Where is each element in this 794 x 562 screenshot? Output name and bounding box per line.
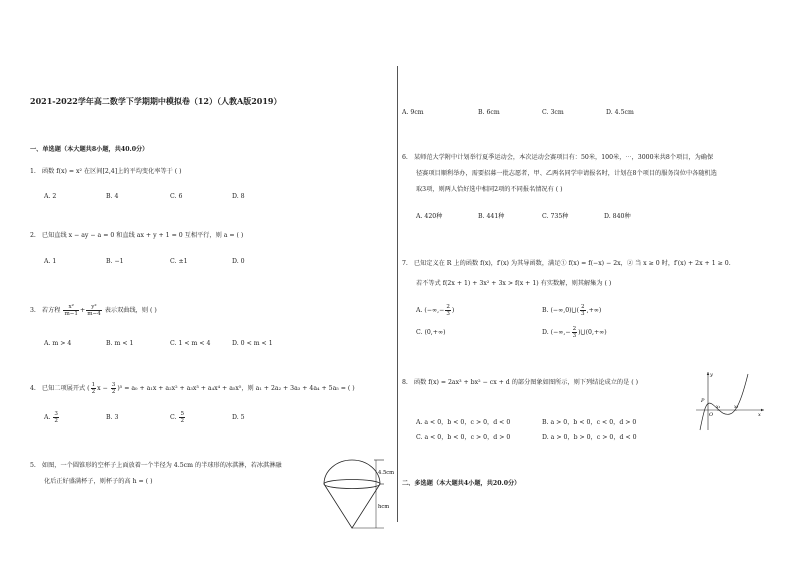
fraction [86, 304, 102, 317]
question-6 [402, 153, 713, 162]
question-text: 函数 f(x) = x² 在区间[2,4]上的平均变化率等于 ( ) [41, 168, 182, 175]
fraction [53, 411, 59, 424]
option-text: B. (−∞,0)⋃( [542, 307, 580, 314]
option-a[interactable]: A. a < 0，b < 0，c > 0，d < 0 [416, 419, 511, 426]
question-text-post: )⁵ = a₀ + a₁x + a₂x² + a₃x³ + a₄x⁴ + a₅x⁵，则 a₁ + 2a₂ + 3a₃ + 4a₄ + 5a₅ = ( ) [117, 385, 355, 392]
denominator: 3 [572, 333, 577, 339]
option-b[interactable]: B. m < 1 [106, 340, 134, 347]
option-d[interactable]: D. 0 [232, 258, 245, 265]
option-text: ,+∞) [586, 307, 602, 314]
question-number: 8. [402, 379, 408, 386]
option-d[interactable]: D. 5 [232, 414, 245, 421]
option-d[interactable]: D. 840种 [604, 213, 631, 220]
option-a[interactable]: A. 9cm [402, 109, 424, 116]
option-a[interactable]: A. m > 4 [44, 340, 72, 347]
option-b[interactable] [542, 304, 601, 317]
question-text-pre: 已知二项展开式 ( [41, 385, 90, 392]
numerator: 3 [54, 411, 58, 417]
question-7-line2: 若不等式 f(2x + 1) + 3x² + 3x > f(x + 1) 有实数解，则其解集为 ( ) [416, 280, 612, 287]
question-text-mid: x − [97, 385, 110, 392]
fraction [91, 382, 97, 395]
option-c[interactable]: C. (0,+∞) [416, 329, 446, 336]
question-text-post: 表示双曲线，则 ( ) [104, 307, 157, 314]
option-text: ) [451, 307, 455, 314]
question-number: 2. [30, 232, 36, 239]
option-d[interactable]: D. 0 < m < 1 [232, 340, 273, 347]
fraction [572, 326, 578, 339]
question-4 [30, 382, 355, 395]
denominator: 2 [111, 389, 116, 395]
question-number: 4. [30, 385, 36, 392]
point-p-label: P [701, 398, 705, 404]
question-text-line1: 某师范大学附中计划举行夏季运动会，本次运动会赛项目有：50米，100米，⋯，3000米共8个项目，为确保 [413, 154, 714, 161]
question-7 [402, 259, 731, 268]
numerator: 2 [581, 304, 585, 310]
cubic-graph-figure [694, 370, 766, 432]
option-d[interactable]: D. 4.5cm [606, 109, 634, 116]
question-number: 6. [402, 154, 408, 161]
y-axis-label: y [710, 372, 713, 378]
numerator: y² [86, 304, 102, 311]
cone-icecream-figure [318, 452, 398, 532]
numerator: 2 [446, 304, 450, 310]
option-b[interactable]: B. 441种 [478, 213, 505, 220]
option-b[interactable]: B. a > 0，b < 0，c < 0，d > 0 [542, 419, 637, 426]
denominator: 3 [446, 311, 450, 317]
option-a[interactable]: A. 2 [44, 193, 57, 200]
numerator: 1 [91, 382, 96, 388]
option-b[interactable]: B. −1 [106, 258, 124, 265]
hemisphere-base [324, 480, 380, 489]
origin-label: O [709, 412, 714, 418]
question-number: 5. [30, 462, 36, 469]
section-multiple-choice: 二、多选题（本大题共4小题，共20.0分） [402, 480, 521, 487]
question-6-line3: 取3项，则两人恰好选中相同2项的不同报名情况有 ( ) [416, 186, 563, 193]
radius-label: 4.5cm [378, 470, 395, 476]
question-6-line2: 径赛项目顺利举办，需要招募一批志愿者，甲、乙两名同学申请报名时，计划在8个项目的服务岗位中各随机选 [416, 170, 717, 177]
question-number: 7. [402, 260, 408, 267]
fraction [179, 411, 185, 424]
fraction [580, 304, 586, 317]
numerator: 2 [572, 326, 577, 332]
fraction [111, 382, 117, 395]
question-text-line1: 如图，一个圆锥形的空杯子上面放着一个半径为 4.5cm 的半球形的冰淇淋，若冰淇淋融 [41, 462, 282, 469]
question-8 [402, 378, 638, 387]
option-c[interactable]: C. 6 [170, 193, 183, 200]
question-3 [30, 304, 157, 317]
denominator: 3 [581, 311, 585, 317]
question-text: 函数 f(x) = 2ax³ + bx² − cx + d 的部分图象如图所示，则下列结论成立的是 ( ) [413, 379, 639, 386]
option-a[interactable] [44, 411, 60, 424]
x1-label: x₁ [716, 405, 721, 410]
denominator: m−4 [87, 311, 101, 317]
numerator: 5 [180, 411, 185, 417]
option-a[interactable] [416, 304, 454, 317]
option-c[interactable]: C. 735种 [542, 213, 569, 220]
option-text: D. (−∞,− [542, 329, 571, 336]
option-b[interactable]: B. 6cm [478, 109, 500, 116]
denominator: m−1 [64, 311, 78, 317]
fraction [63, 304, 79, 317]
option-b[interactable]: B. 3 [106, 414, 119, 421]
option-c[interactable]: C. a < 0，b < 0，c > 0，d > 0 [416, 434, 511, 441]
option-label: C. [170, 414, 177, 421]
plus-sign: + [80, 307, 86, 314]
option-d[interactable]: D. a > 0，b > 0，c > 0，d < 0 [542, 434, 637, 441]
numerator: 3 [111, 382, 116, 388]
denominator: 2 [180, 418, 185, 424]
option-c[interactable] [170, 411, 186, 424]
question-text-line1: 已知定义在 R 上的函数 f(x)，f′(x) 为其导函数，满足① f(x) = f(−x) − 2x，② 当 x ≥ 0 时，f′(x) + 2x + 1 ≥ 0. [413, 260, 731, 267]
x-axis-label: x [758, 412, 761, 418]
fraction [445, 304, 451, 317]
option-label: A. [44, 414, 51, 421]
option-a[interactable]: A. 1 [44, 258, 57, 265]
height-label: hcm [378, 504, 390, 510]
page-title: 2021-2022学年高二数学下学期期中模拟卷（12）（人教A版2019） [30, 96, 282, 106]
section-single-choice: 一、单选题（本大题共8小题，共40.0分） [30, 146, 149, 153]
option-text: )⋃(0,+∞) [578, 329, 607, 336]
option-c[interactable]: C. 1 < m < 4 [170, 340, 211, 347]
cone-sides [324, 484, 380, 528]
x2-label: x₂ [734, 405, 739, 410]
option-text: A. (−∞,− [416, 307, 445, 314]
question-2 [30, 231, 243, 240]
option-c[interactable]: C. ±1 [170, 258, 188, 265]
question-number: 1. [30, 168, 36, 175]
question-number: 3. [30, 307, 36, 314]
question-text-pre: 若方程 [41, 307, 61, 314]
option-a[interactable]: A. 420种 [416, 213, 443, 220]
question-text: 已知直线 x − ay − a = 0 和直线 ax + y + 1 = 0 互相平行，则 a = ( ) [41, 232, 244, 239]
option-d[interactable] [542, 326, 607, 339]
option-b[interactable]: B. 4 [106, 193, 119, 200]
denominator: 2 [54, 418, 58, 424]
option-c[interactable]: C. 3cm [542, 109, 564, 116]
numerator: x² [63, 304, 79, 311]
denominator: 2 [91, 389, 96, 395]
question-5 [30, 461, 282, 470]
question-5-line2: 化后正好盛满杯子，则杯子的高 h = ( ) [44, 478, 153, 485]
question-1 [30, 167, 182, 176]
option-d[interactable]: D. 8 [232, 193, 245, 200]
cubic-curve [700, 374, 748, 430]
